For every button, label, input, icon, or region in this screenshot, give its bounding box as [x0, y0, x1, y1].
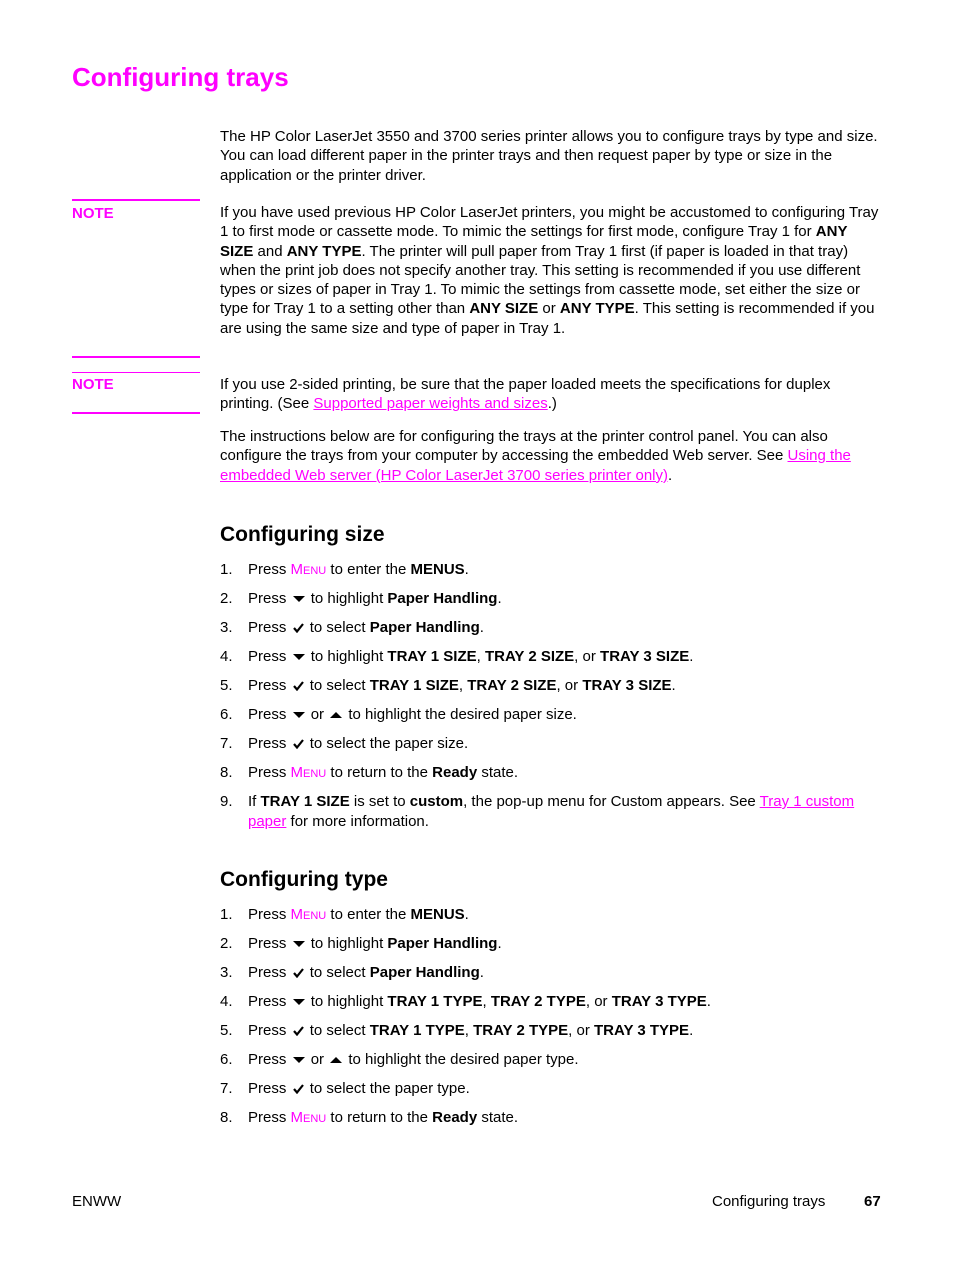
bold-text: ANY TYPE: [559, 300, 635, 318]
instructions-paragraph: [220, 427, 880, 485]
bold-text: MENUS: [410, 906, 465, 923]
step-number: 1.: [220, 906, 233, 923]
text: , or: [574, 648, 596, 665]
step-number: 2.: [220, 590, 233, 607]
text: .: [497, 935, 502, 952]
text: Press: [248, 1080, 287, 1097]
list-item: [220, 560, 880, 589]
page-title: Configuring trays: [72, 62, 289, 92]
list-item: [220, 1079, 880, 1108]
text: ,: [482, 993, 487, 1010]
text: Press: [248, 906, 287, 923]
step-number: 7.: [220, 735, 233, 752]
text: Press: [248, 1109, 287, 1126]
list-item: [220, 647, 880, 676]
footer-section-title: Configuring trays: [712, 1193, 826, 1210]
text: ,: [458, 677, 464, 694]
text: Press: [248, 648, 287, 665]
up-arrow-icon: [330, 711, 342, 719]
list-item: [220, 905, 880, 934]
section-heading-size: Configuring size: [220, 523, 385, 546]
text: .: [706, 993, 711, 1010]
bold-text: TRAY 1 TYPE: [369, 1022, 465, 1039]
note-text: [220, 375, 880, 414]
text: Press: [248, 993, 287, 1010]
down-arrow-icon: [293, 940, 305, 948]
text: or: [310, 1051, 325, 1068]
list-item: [220, 618, 880, 647]
text: Press: [248, 935, 287, 952]
list-item: [220, 992, 880, 1021]
bold-text: ANY TYPE: [286, 242, 362, 260]
up-arrow-icon: [330, 1056, 342, 1064]
note-bottom-rule: [72, 356, 200, 358]
text: , the pop-up menu for Custom appears. See: [463, 793, 760, 810]
text: to select: [309, 964, 370, 981]
text: to enter the: [330, 906, 411, 923]
text: to enter the: [330, 561, 411, 578]
bold-text: Ready: [432, 764, 478, 781]
bold-text: Paper Handling: [369, 964, 480, 981]
size-steps-list: [220, 560, 880, 832]
down-arrow-icon: [293, 711, 305, 719]
bold-text: TRAY 1 TYPE: [387, 993, 483, 1010]
text: Press: [248, 764, 287, 781]
list-item: [220, 589, 880, 618]
text: to select the paper type.: [309, 1080, 470, 1097]
down-arrow-icon: [293, 595, 305, 603]
checkmark-icon: [293, 623, 304, 633]
bold-text: TRAY 3 SIZE: [600, 648, 690, 665]
bold-text: TRAY 1 SIZE: [369, 677, 459, 694]
tray1-custom-paper-link[interactable]: Tray 1 custom paper: [248, 793, 855, 830]
down-arrow-icon: [293, 998, 305, 1006]
text: .: [497, 590, 502, 607]
note-text: [220, 203, 880, 338]
text: Press: [248, 1051, 287, 1068]
text: and: [253, 242, 287, 260]
bold-text: TRAY 2 TYPE: [473, 1022, 569, 1039]
text: Press: [248, 964, 287, 981]
step-number: 2.: [220, 935, 233, 952]
bold-text: TRAY 1 SIZE: [387, 648, 477, 665]
step-number: 5.: [220, 1022, 233, 1039]
text: to select: [309, 619, 370, 636]
text: , or: [556, 677, 579, 694]
checkmark-icon: [293, 1084, 304, 1094]
list-item: [220, 763, 880, 792]
text: for more information.: [286, 813, 429, 830]
step-number: 8.: [220, 1109, 233, 1126]
text: If you have used previous HP Color LaserJet printers, you might be accustomed to configuring Tray 1 to first mode or cassette mode. To mimic the settings for first mode, configure Tray 1 for: [220, 204, 879, 241]
bold-text: ANY SIZE: [469, 300, 539, 318]
text: Press: [248, 561, 287, 578]
text: to highlight the desired paper type.: [348, 1051, 579, 1068]
text: to highlight: [310, 935, 388, 952]
bold-text: Paper Handling: [387, 935, 498, 952]
text: .: [668, 466, 673, 484]
note-top-rule: [72, 372, 200, 373]
checkmark-icon: [293, 1026, 304, 1036]
list-item: [220, 1050, 880, 1079]
intro-paragraph: The HP Color LaserJet 3550 and 3700 series printer allows you to configure trays by type and size. You can load different paper in the printer trays and then request paper by type or size in the application or the printer driver.: [220, 128, 878, 184]
text: state.: [477, 1109, 519, 1126]
menu-button-label: Menu: [290, 561, 327, 578]
text: to return to the: [330, 1109, 433, 1126]
footer-left: ENWW: [72, 1193, 122, 1210]
list-item: [220, 963, 880, 992]
page-number: 67: [864, 1193, 881, 1210]
text: to highlight: [310, 590, 388, 607]
step-number: 6.: [220, 706, 233, 723]
list-item: [220, 676, 880, 705]
text: , or: [585, 993, 608, 1010]
text: .): [547, 395, 557, 413]
text: to highlight: [310, 648, 388, 665]
text: is set to: [349, 793, 410, 810]
step-number: 9.: [220, 793, 233, 810]
step-number: 1.: [220, 561, 233, 578]
text: state.: [477, 764, 519, 781]
step-number: 4.: [220, 993, 233, 1010]
note-label: NOTE: [72, 205, 114, 222]
text: ,: [476, 648, 481, 665]
step-number: 3.: [220, 964, 233, 981]
bold-text: Paper Handling: [369, 619, 480, 636]
supported-paper-link[interactable]: Supported paper weights and sizes: [313, 395, 548, 413]
embedded-web-server-link[interactable]: Using the embedded Web server (HP Color LaserJet 3700 series printer only): [220, 447, 851, 484]
text: .: [479, 964, 484, 981]
note-top-rule: [72, 199, 200, 201]
step-number: 8.: [220, 764, 233, 781]
down-arrow-icon: [293, 653, 305, 661]
section-heading-type: Configuring type: [220, 868, 388, 891]
text: Press: [248, 1022, 287, 1039]
text: The instructions below are for configuring the trays at the printer control panel. You can also configure the trays from your computer by accessing the embedded Web server. See: [220, 428, 828, 465]
text: Press: [248, 619, 287, 636]
text: If you use 2-sided printing, be sure that the paper loaded meets the specifications for duplex printing. (See: [220, 376, 831, 413]
text: or: [538, 300, 560, 318]
bold-text: TRAY 2 TYPE: [490, 993, 586, 1010]
step-number: 3.: [220, 619, 233, 636]
note-bottom-rule: [72, 412, 200, 414]
bold-text: ANY SIZE: [220, 223, 848, 260]
menu-button-label: Menu: [290, 906, 327, 923]
text: to highlight the desired paper size.: [348, 706, 577, 723]
checkmark-icon: [293, 968, 304, 978]
text: to return to the: [330, 764, 433, 781]
text: to select: [309, 677, 370, 694]
text: Press: [248, 706, 287, 723]
text: .: [464, 561, 469, 578]
text: .: [479, 619, 484, 636]
list-item: [220, 705, 880, 734]
text: .: [671, 677, 676, 694]
bold-text: Paper Handling: [387, 590, 498, 607]
checkmark-icon: [293, 681, 304, 691]
text: . This setting is recommended if you are using the same size and type of paper in Tray 1.: [220, 300, 875, 337]
text: ,: [464, 1022, 469, 1039]
text: , or: [568, 1022, 590, 1039]
text: to select the paper size.: [309, 735, 469, 752]
text: to select: [309, 1022, 370, 1039]
text: .: [689, 1022, 694, 1039]
list-item: [220, 934, 880, 963]
note-label: NOTE: [72, 376, 114, 393]
bold-text: TRAY 2 SIZE: [484, 648, 575, 665]
bold-text: TRAY 3 SIZE: [582, 677, 672, 694]
checkmark-icon: [293, 739, 304, 749]
menu-button-label: Menu: [290, 764, 327, 781]
text: .: [464, 906, 469, 923]
bold-text: TRAY 3 TYPE: [594, 1022, 690, 1039]
text: . The printer will pull paper from Tray 1 first (if paper is loaded in that tray) when the print job does not specify another tray. This setting is recommended if you use different types or sizes of paper in Tray 1. To mimic the settings from cassette mode, set either the size or type for Tray 1 to a setting other than: [220, 242, 861, 318]
type-steps-list: [220, 905, 880, 1137]
text: Press: [248, 590, 287, 607]
bold-text: TRAY 2 SIZE: [467, 677, 557, 694]
text: to highlight: [310, 993, 388, 1010]
list-item: [220, 1108, 880, 1137]
text: or: [310, 706, 325, 723]
step-number: 4.: [220, 648, 233, 665]
menu-button-label: Menu: [290, 1109, 327, 1126]
text: Press: [248, 735, 287, 752]
bold-text: TRAY 3 TYPE: [611, 993, 707, 1010]
step-number: 5.: [220, 677, 233, 694]
step-number: 6.: [220, 1051, 233, 1068]
step-number: 7.: [220, 1080, 233, 1097]
text: .: [689, 648, 694, 665]
down-arrow-icon: [293, 1056, 305, 1064]
bold-text: Ready: [432, 1109, 478, 1126]
bold-text: TRAY 1 SIZE: [260, 793, 350, 810]
text: If: [248, 793, 261, 810]
bold-text: MENUS: [410, 561, 465, 578]
list-item: [220, 792, 880, 832]
list-item: [220, 734, 880, 763]
text: Press: [248, 677, 287, 694]
bold-text: custom: [409, 793, 464, 810]
list-item: [220, 1021, 880, 1050]
